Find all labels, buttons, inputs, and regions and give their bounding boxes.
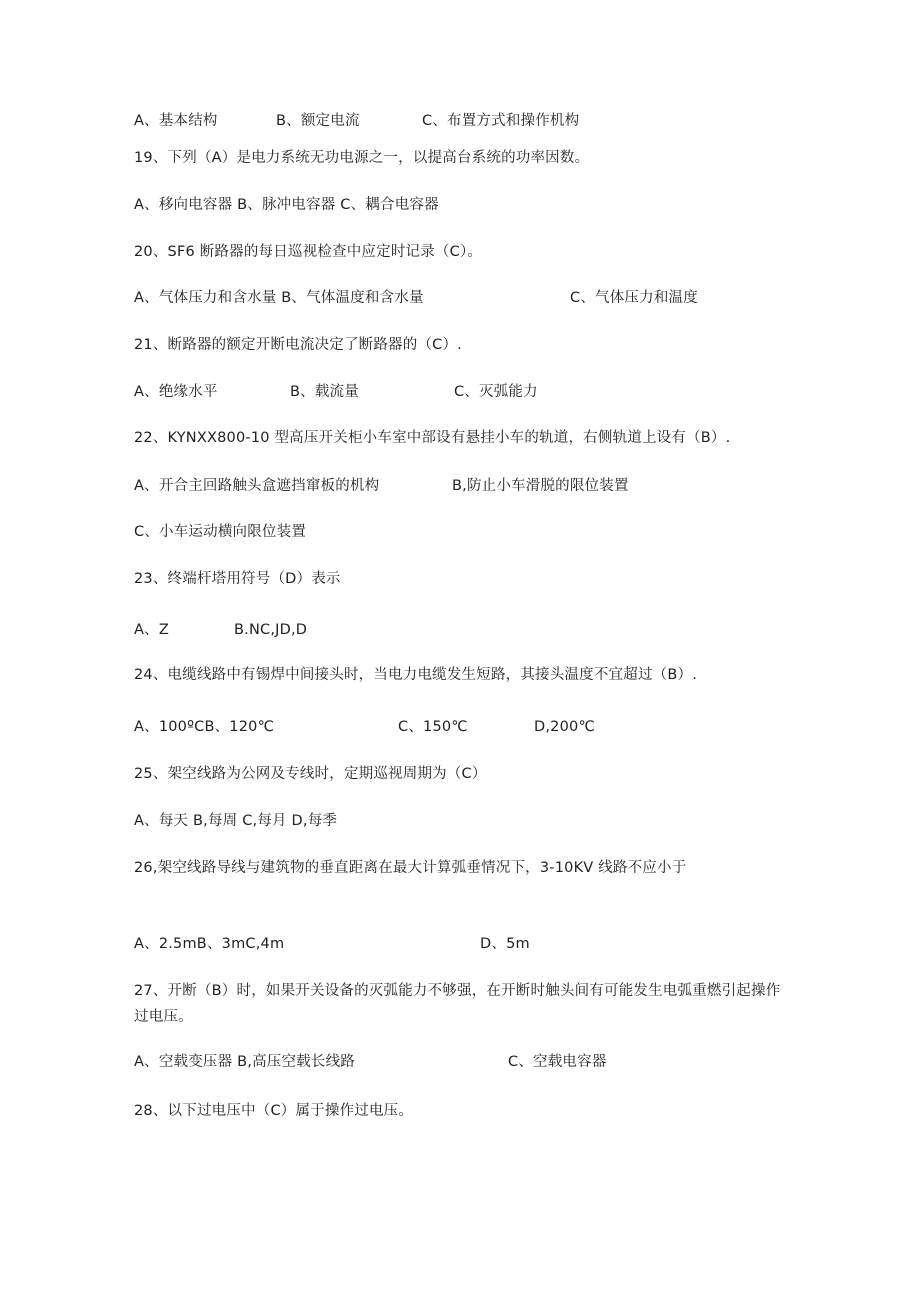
option-a: A、基本结构 [134,113,218,129]
option-a: A、开合主回路触头盒遮挡窜板的机构 [134,478,380,494]
options-row-19: A、移向电容器 B、脉冲电容器 C、耦合电容器 [134,197,439,213]
question-26: 26,架空线路导线与建筑物的垂直距离在最大计算弧垂情况下，3-10KV 线路不应小于 [134,860,687,876]
question-21: 21、断路器的额定开断电流决定了断路器的（C）. [134,337,462,353]
question-19: 19、下列（A）是电力系统无功电源之一，以提高台系统的功率因数。 [134,150,590,166]
question-20: 20、SF6 断路器的每日巡视检查中应定时记录（C）。 [134,244,483,260]
option-c: C、灭弧能力 [454,384,538,400]
option-a: A、气体压力和含水量 B、气体温度和含水量 [134,290,424,306]
option-c: C、150℃ [398,719,468,735]
option-c: C、气体压力和温度 [570,290,698,306]
option-c: C、空载电容器 [508,1054,607,1070]
option-a: A、2.5mB、3mC,4m [134,936,285,952]
question-23: 23、终端杆塔用符号（D）表示 [134,571,341,587]
option-d: D,200℃ [534,719,595,735]
option-d: D、5m [480,936,530,952]
option-a: A、Z [134,622,169,638]
question-25: 25、架空线路为公网及专线时，定期巡视周期为（C） [134,766,487,782]
option-a: A、100ºCB、120℃ [134,719,275,735]
option-b: B.NC,JD,D [234,622,308,638]
question-28: 28、以下过电压中（C）属于操作过电压。 [134,1103,414,1119]
option-b: B、载流量 [290,384,359,400]
option-b: B,防止小车滑脱的限位装置 [452,478,629,494]
option-a: A、空载变压器 B,高压空载长线路 [134,1054,355,1070]
question-22: 22、KYNXX800-10 型高压开关柜小车室中部设有悬挂小车的轨道，右侧轨道上设有（B）. [134,430,731,446]
option-c-row-22: C、小车运动横向限位装置 [134,524,307,540]
option-a: A、绝缘水平 [134,384,218,400]
options-row-25: A、每天 B,每周 C,每月 D,每季 [134,813,338,829]
option-c: C、布置方式和操作机构 [422,113,580,129]
option-b: B、额定电流 [276,113,360,129]
question-27: 27、开断（B）时，如果开关设备的灭弧能力不够强，在开断时触头间有可能发生电弧重燃引起操作过电压。 [134,983,781,1025]
question-24: 24、电缆线路中有锡焊中间接头时，当电力电缆发生短路，其接头温度不宜超过（B）. [134,667,698,683]
